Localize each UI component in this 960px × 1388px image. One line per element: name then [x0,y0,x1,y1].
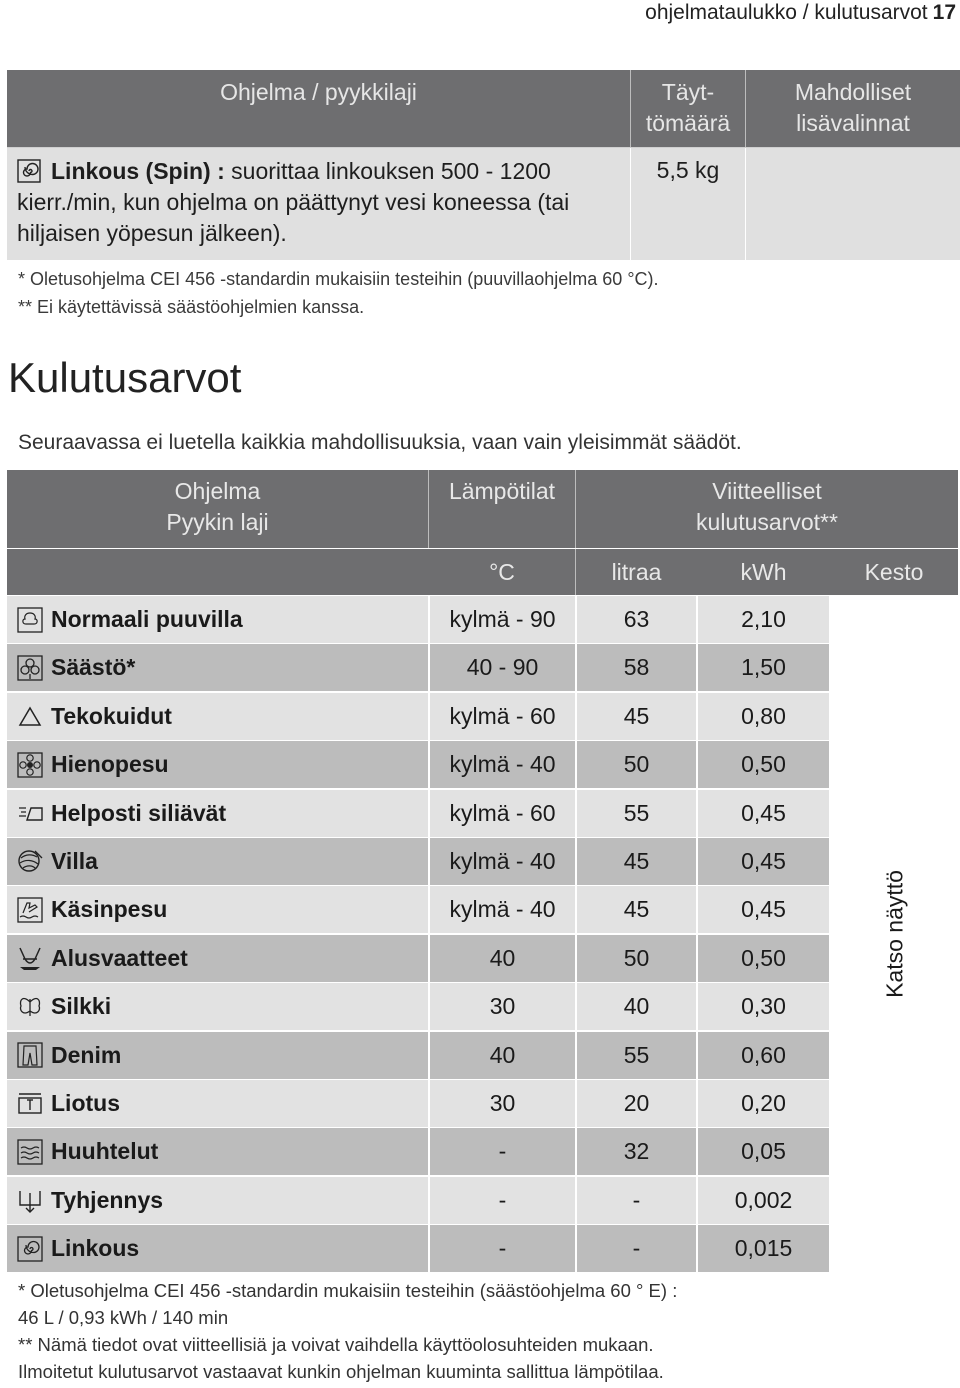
water-cell: 55 [575,1032,696,1079]
energy-cell: 0,45 [696,886,829,933]
program-row-spin [7,147,960,260]
water-cell: 55 [575,790,696,837]
consumption-rows [7,596,829,1273]
unit-energy: kWh [740,559,787,585]
table-row [7,935,829,982]
program-name: Linkous [51,1235,140,1262]
program-name-cell [7,790,428,837]
spin-icon [17,159,41,183]
synthetics-icon [17,703,43,729]
water-cell: 50 [575,935,696,982]
header-load-line2: tömäärä [645,110,731,136]
water-cell: 50 [575,741,696,788]
section-title: Kulutusarvot [8,354,242,401]
energy-cell: 0,60 [696,1032,829,1079]
table-row [7,1032,829,1079]
program-name-cell [7,596,428,643]
easy-iron-icon [17,800,43,826]
footnote-1: * Oletusohjelma CEI 456 -standardin mukaisiin testeihin (säästöohjelma 60 ° E) : [18,1280,678,1301]
lingerie-icon [17,945,43,971]
water-cell: 20 [575,1080,696,1127]
program-title: Linkous (Spin) [51,158,211,184]
program-desc-line2: kierr./min, kun ohjelma on päättynyt vesi koneessa (tai [17,189,570,215]
footnote-4: Ilmoitetut kulutusarvot vastaavat kunkin ohjelman kuuminta sallittua lämpötilaa. [18,1361,664,1382]
table-row [7,790,829,837]
program-name: Denim [51,1041,122,1068]
program-desc-line3: hiljaisen yöpesun jälkeen). [17,220,287,246]
header-load-line1: Täyt- [661,79,715,105]
header-temps: Lämpötilat [448,478,556,504]
denim-icon [17,1042,43,1068]
soak-icon [17,1090,43,1116]
table-row [7,1128,829,1175]
table-row [7,886,829,933]
program-sep: : [210,158,232,184]
temperature-cell: kylmä - 60 [428,693,575,740]
temperature-cell: 30 [428,1080,575,1127]
table-row [7,1225,829,1272]
energy-cell: 0,80 [696,693,829,740]
program-table-header [7,70,960,147]
program-name: Säästö* [51,654,136,681]
consumption-header-top [7,470,958,548]
water-cell: 45 [575,693,696,740]
header-reference [576,476,958,538]
header-program: Ohjelma / pyykkilaji [220,79,417,105]
spin-icon [17,1236,43,1262]
program-name-cell [7,644,428,691]
energy-cell: 0,30 [696,983,829,1030]
energy-cell: 1,50 [696,644,829,691]
water-cell: 40 [575,983,696,1030]
eco-icon [17,655,43,681]
program-name-cell [7,1032,428,1079]
consumption-table [7,470,958,1271]
table-row [7,741,829,788]
temperature-cell: kylmä - 40 [428,838,575,885]
handwash-icon [17,897,43,923]
program-description [7,148,630,260]
header-options-line2: lisävalinnat [796,110,910,136]
program-name-cell [7,1225,428,1272]
program-options [745,148,960,260]
unit-duration: Kesto [864,559,924,585]
water-cell: 63 [575,596,696,643]
table-row [7,1080,829,1127]
water-cell: - [575,1225,696,1272]
program-name-cell [7,1080,428,1127]
program-name-cell [7,838,428,885]
energy-cell: 0,002 [696,1177,829,1224]
program-table [7,70,960,260]
energy-cell: 2,10 [696,596,829,643]
header-options-line1: Mahdolliset [794,79,912,105]
program-name-cell [7,935,428,982]
table-row [7,644,829,691]
program-name: Huuhtelut [51,1138,159,1165]
temperature-cell: kylmä - 40 [428,886,575,933]
duration-column [829,596,958,1271]
footnote-2: 46 L / 0,93 kWh / 140 min [18,1307,229,1328]
wool-icon [17,848,43,874]
header-load [630,70,745,147]
header-reference-line1: Viitteelliset [712,478,822,504]
table-row [7,838,829,885]
table-row [7,693,829,740]
energy-cell: 0,50 [696,935,829,982]
page-number: 17 [932,1,956,24]
program-name: Liotus [51,1089,120,1116]
section-intro: Seuraavassa ei luetella kaikkia mahdollisuuksia, vaan vain yleisimmät säädöt. [18,431,742,454]
program-name: Silkki [51,993,112,1020]
temperature-cell: 30 [428,983,575,1030]
drain-icon [17,1187,43,1213]
header-reference-line2: kulutusarvot** [696,509,838,535]
water-cell: - [575,1177,696,1224]
header-program-col [7,476,428,538]
program-name-cell [7,886,428,933]
program-name-cell [7,741,428,788]
header-laundry-label: Pyykin laji [166,509,269,535]
energy-cell: 0,20 [696,1080,829,1127]
temperature-cell: 40 [428,1032,575,1079]
table-row [7,1177,829,1224]
program-name: Alusvaatteet [51,944,188,971]
program-name-cell [7,1128,428,1175]
page-header [645,0,956,26]
note-2: ** Ei käytettävissä säästöohjelmien kanssa. [18,297,365,317]
program-name: Hienopesu [51,751,169,778]
unit-temp: °C [489,559,515,585]
temperature-cell: kylmä - 90 [428,596,575,643]
temperature-cell: kylmä - 40 [428,741,575,788]
rinse-icon [17,1139,43,1165]
energy-cell: 0,50 [696,741,829,788]
temperature-cell: 40 [428,935,575,982]
water-cell: 45 [575,886,696,933]
temperature-cell: - [428,1177,575,1224]
program-name: Tekokuidut [51,702,172,729]
program-name-cell [7,983,428,1030]
program-name: Helposti siliävät [51,799,227,826]
temperature-cell: - [428,1225,575,1272]
program-name: Normaali puuvilla [51,606,243,632]
program-name: Tyhjennys [51,1186,164,1213]
energy-cell: 0,45 [696,838,829,885]
header-options [745,70,960,147]
program-name-cell [7,1177,428,1224]
temperature-cell: kylmä - 60 [428,790,575,837]
duration-note: Katso näyttö [881,869,907,998]
delicates-icon [17,752,43,778]
cotton-icon [17,607,43,633]
energy-cell: 0,015 [696,1225,829,1272]
energy-cell: 0,05 [696,1128,829,1175]
page-header-text: ohjelmataulukko / kulutusarvot [645,1,928,24]
table-row [7,596,829,643]
water-cell: 45 [575,838,696,885]
header-program-label: Ohjelma [174,478,261,504]
program-desc-line1: suorittaa linkouksen 500 - 1200 [231,158,551,184]
program-name: Villa [51,847,98,874]
table-row [7,983,829,1030]
note-1: * Oletusohjelma CEI 456 -standardin mukaisiin testeihin (puuvillaohjelma 60 °C). [18,269,659,289]
temperature-cell: - [428,1128,575,1175]
program-load: 5,5 kg [630,148,745,260]
footnote-3: ** Nämä tiedot ovat viitteellisiä ja voivat vaihdella käyttöolosuhteiden mukaan. [18,1334,654,1355]
water-cell: 32 [575,1128,696,1175]
energy-cell: 0,45 [696,790,829,837]
consumption-header-units [7,549,958,595]
water-cell: 58 [575,644,696,691]
temperature-cell: 40 - 90 [428,644,575,691]
program-name-cell [7,693,428,740]
program-name: Käsinpesu [51,896,168,923]
unit-water: litraa [611,559,662,585]
silk-icon [17,994,43,1020]
